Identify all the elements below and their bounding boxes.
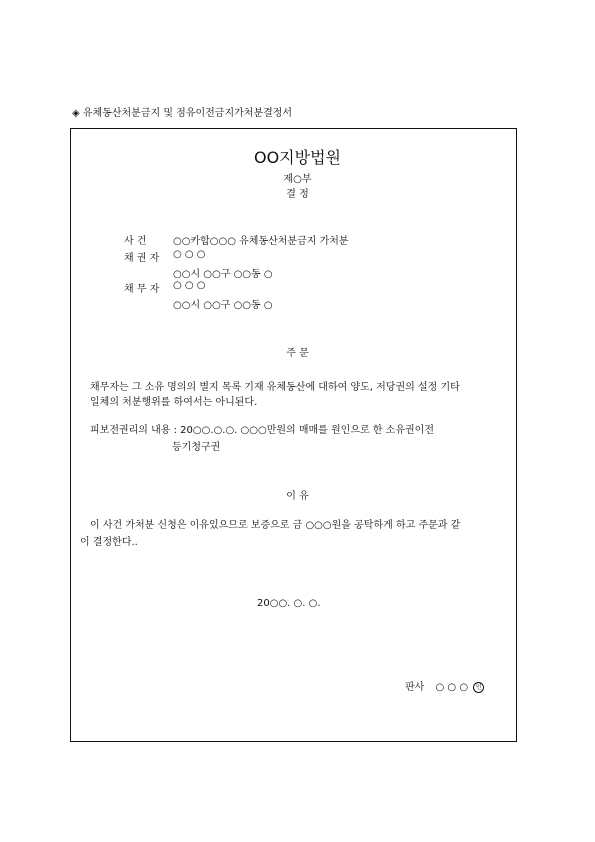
creditor-address: ○○시 ○○구 ○○동 ○ — [173, 269, 273, 280]
judge-label: 판사 — [405, 682, 425, 693]
case-label: 사 건 — [124, 236, 147, 247]
order-title: 주 문 — [286, 348, 309, 359]
order-text-line1: 채무자는 그 소유 명의의 별지 목록 기재 유체동산에 대하여 양도, 저당권의 설정 기타 — [90, 382, 460, 393]
debtor-label: 채 무 자 — [124, 284, 160, 295]
document-type: 결 정 — [286, 189, 309, 200]
judge-name: ○ ○ ○ — [435, 682, 469, 693]
document-heading: ◈ 유체동산처분금지 및 점유이전금지가처분결정서 — [72, 108, 293, 119]
creditor-name: ○ ○ ○ — [173, 249, 206, 260]
court-name: OO지방법원 — [253, 148, 341, 167]
reason-text-line1: 이 사건 가처분 신청은 이유있으므로 보증으로 금 ○○○원을 공탁하게 하고 주문과 같 — [90, 520, 461, 531]
order-text-line2: 일체의 처분행위를 하여서는 아니된다. — [90, 397, 258, 408]
debtor-name: ○ ○ ○ — [173, 280, 206, 291]
protected-right-line1: 피보전권리의 내용 : 20○○.○.○. ○○○만원의 매매를 원인으로 한 소유권이전 — [90, 425, 434, 436]
seal-mark: 인 — [473, 682, 484, 693]
protected-right-line2: 등기청구권 — [172, 442, 221, 453]
division: 제○부 — [283, 174, 312, 185]
debtor-address: ○○시 ○○구 ○○동 ○ — [173, 300, 273, 311]
decision-date: 20○○. ○. ○. — [257, 598, 321, 609]
judge-signature-line — [405, 678, 484, 693]
creditor-label: 채 권 자 — [124, 253, 160, 264]
case-value: ○○카합○○○ 유체동산처분금지 가처분 — [173, 236, 349, 247]
reason-title: 이 유 — [286, 491, 309, 502]
reason-text-line2: 이 결정한다.. — [80, 537, 138, 548]
